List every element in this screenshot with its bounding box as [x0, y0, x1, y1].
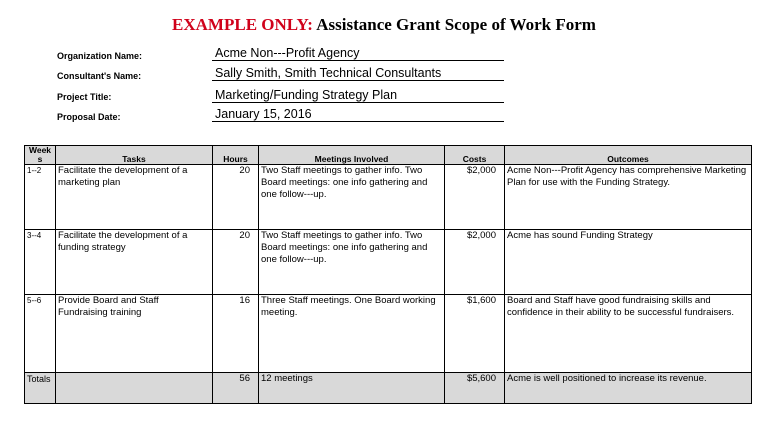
- hours-cell: 20: [213, 165, 259, 230]
- totals-row: [25, 373, 752, 404]
- totals-cost: $5,600: [445, 373, 505, 404]
- consultant-name-value: Sally Smith, Smith Technical Consultants: [212, 66, 504, 81]
- hours-header: Hours: [213, 146, 259, 165]
- organization-name-label: Organization Name:: [57, 51, 143, 61]
- cost-cell: $1,600: [445, 295, 505, 373]
- outcomes-header: Outcomes: [505, 146, 752, 165]
- totals-outcome: Acme is well positioned to increase its revenue.: [505, 373, 752, 404]
- meetings-cell: Two Staff meetings to gather info. Two Board meetings: one info gathering and one follow--‑up.: [259, 230, 445, 295]
- weeks-cell: 3--4: [25, 230, 56, 295]
- form-title-text: Assistance Grant Scope of Work Form: [316, 15, 596, 34]
- outcome-cell: Acme has sound Funding Strategy: [505, 230, 752, 295]
- totals-meetings: 12 meetings: [259, 373, 445, 404]
- totals-task-cell: [56, 373, 213, 404]
- task-cell: Facilitate the development of a marketing plan: [56, 165, 213, 230]
- weeks-header: Week s: [25, 146, 56, 165]
- totals-hours: 56: [213, 373, 259, 404]
- task-cell: Provide Board and Staff Fundraising training: [56, 295, 213, 373]
- outcome-cell: Acme Non---Profit Agency has comprehensive Marketing Plan for use with the Funding Strategy.: [505, 165, 752, 230]
- project-title-label: Project Title:: [57, 92, 112, 102]
- meetings-cell: Two Staff meetings to gather info. Two Board meetings: one info gathering and one follow--‑up.: [259, 165, 445, 230]
- organization-name-value: Acme Non---Profit Agency: [212, 46, 504, 61]
- scope-of-work-table: [24, 145, 752, 404]
- example-only-label: EXAMPLE ONLY:: [172, 15, 313, 34]
- table-row: [25, 165, 752, 230]
- totals-label: Totals: [25, 373, 56, 404]
- weeks-cell: 1--2: [25, 165, 56, 230]
- proposal-date-value: January 15, 2016: [212, 107, 504, 122]
- hours-cell: 20: [213, 230, 259, 295]
- tasks-header: Tasks: [56, 146, 213, 165]
- costs-header: Costs: [445, 146, 505, 165]
- meetings-cell: Three Staff meetings. One Board working meeting.: [259, 295, 445, 373]
- task-cell: Facilitate the development of a funding strategy: [56, 230, 213, 295]
- form-title: [0, 15, 768, 35]
- project-title-value: Marketing/Funding Strategy Plan: [212, 88, 504, 103]
- table-row: [25, 295, 752, 373]
- cost-cell: $2,000: [445, 230, 505, 295]
- table-row: [25, 230, 752, 295]
- meetings-header: Meetings Involved: [259, 146, 445, 165]
- consultant-name-label: Consultant's Name:: [57, 71, 142, 81]
- table-header-row: [25, 146, 752, 165]
- weeks-cell: 5--6: [25, 295, 56, 373]
- cost-cell: $2,000: [445, 165, 505, 230]
- hours-cell: 16: [213, 295, 259, 373]
- outcome-cell: Board and Staff have good fundraising skills and confidence in their ability to be successful fundraisers.: [505, 295, 752, 373]
- proposal-date-label: Proposal Date:: [57, 112, 121, 122]
